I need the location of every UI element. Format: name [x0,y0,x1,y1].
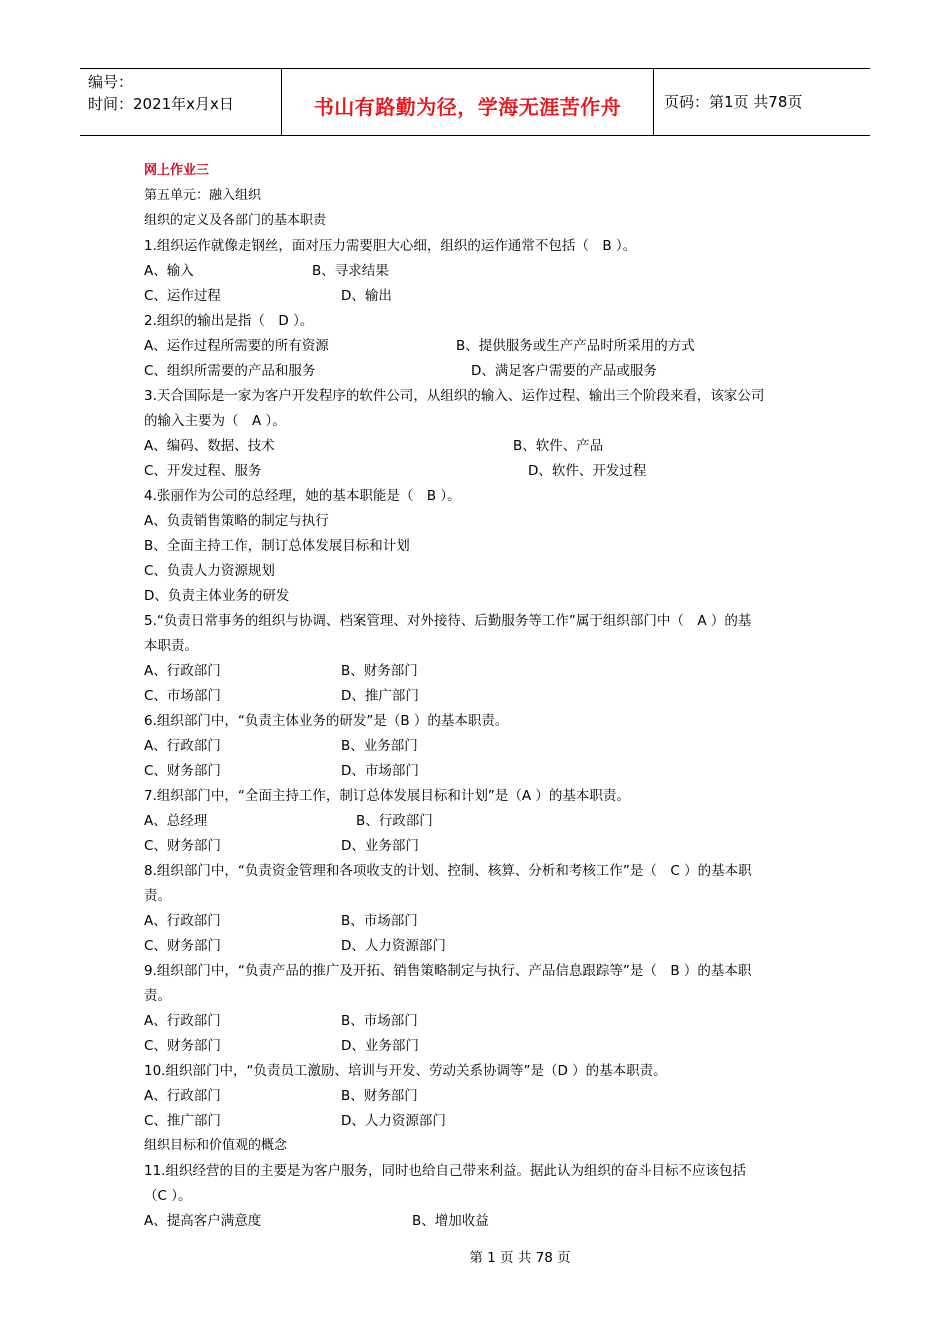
option-c: C、开发过程、服务 [144,463,262,479]
header-page-cell [654,69,870,135]
option-b: B、提供服务或生产产品时所采用的方式 [456,338,695,354]
option-row [144,1035,824,1060]
option-row [144,1110,824,1135]
option-d: D、负责主体业务的研发 [144,588,290,604]
question-text: 8.组织部门中，“负责资金管理和各项收支的计划、控制、核算、分析和考核工作”是（ C ）的基本职 [144,863,752,879]
option-row [144,735,824,760]
question-text: 责。 [144,988,171,1004]
option-b: B、软件、产品 [513,438,604,454]
option-d: D、市场部门 [341,763,419,779]
option-a: A、提高客户满意度 [144,1213,262,1229]
question-text: 责。 [144,888,171,904]
footer-page-number: 第 1 页 共 78 页 [469,1250,571,1266]
option-row [144,810,824,835]
motto-text: 书山有路勤为径，学海无涯苦作舟 [313,95,622,119]
option-d: D、人力资源部门 [341,938,446,954]
option-c: C、财务部门 [144,938,221,954]
question-text: 5.“负责日常事务的组织与协调、档案管理、对外接待、后勤服务等工作”属于组织部门中（ A ）的基 [144,613,752,629]
option-d: D、人力资源部门 [341,1113,446,1129]
section-heading: 组织目标和价值观的概念 [144,1138,288,1153]
option-b: B、财务部门 [341,663,418,679]
code-label: 编号： [88,73,134,91]
option-d: D、推广部门 [341,688,419,704]
unit-heading: 第五单元：融入组织 [144,188,262,203]
option-d: D、满足客户需要的产品或服务 [471,363,657,379]
option-d: D、软件、开发过程 [528,463,647,479]
section-heading: 组织的定义及各部门的基本职责 [144,213,327,228]
option-b: B、财务部门 [341,1088,418,1104]
option-d: D、输出 [341,288,392,304]
option-c: C、财务部门 [144,763,221,779]
question-text: 10.组织部门中，“负责员工激励、培训与开发、劳动关系协调等”是（D ）的基本职责。 [144,1063,667,1079]
option-row [144,285,824,310]
option-d: D、业务部门 [341,1038,419,1054]
question-text: 4.张丽作为公司的总经理，她的基本职能是（ B ）。 [144,488,461,504]
header-motto-cell [282,69,654,135]
option-a: A、负责销售策略的制定与执行 [144,513,329,529]
option-row [144,660,824,685]
option-a: A、行政部门 [144,913,221,929]
option-c: C、市场部门 [144,688,221,704]
option-c: C、负责人力资源规划 [144,563,275,579]
option-a: A、行政部门 [144,1088,221,1104]
option-b: B、增加收益 [412,1213,489,1229]
option-b: B、全面主持工作，制订总体发展目标和计划 [144,538,410,554]
option-row [144,460,824,485]
option-c: C、财务部门 [144,838,221,854]
option-row [144,910,824,935]
option-a: A、行政部门 [144,663,221,679]
option-c: C、推广部门 [144,1113,221,1129]
option-a: A、编码、数据、技术 [144,438,275,454]
option-c: C、组织所需要的产品和服务 [144,363,316,379]
option-a: A、运作过程所需要的所有资源 [144,338,329,354]
option-a: A、行政部门 [144,1013,221,1029]
option-a: A、行政部门 [144,738,221,754]
option-b: B、市场部门 [341,1013,418,1029]
option-row [144,360,824,385]
doc-title: 网上作业三 [144,163,210,178]
option-c: C、财务部门 [144,1038,221,1054]
question-text: 11.组织经营的目的主要是为客户服务，同时也给自己带来利益。据此认为组织的奋斗目标不应该包括 [144,1163,746,1179]
option-a: A、输入 [144,263,194,279]
option-row [144,835,824,860]
option-b: B、市场部门 [341,913,418,929]
question-text: 3.天合国际是一家为客户开发程序的软件公司，从组织的输入、运作过程、输出三个阶段来看，该家公司 [144,388,765,404]
option-d: D、业务部门 [341,838,419,854]
option-row [144,435,824,460]
option-row [144,1210,824,1235]
option-a: A、总经理 [144,813,208,829]
question-text: 6.组织部门中，“负责主体业务的研发”是（B ）的基本职责。 [144,713,509,729]
option-b: B、寻求结果 [312,263,389,279]
page-footer [0,1246,950,1266]
page-info: 页码：第1页 共78页 [664,93,803,111]
question-text: 7.组织部门中，“全面主持工作，制订总体发展目标和计划”是（A ）的基本职责。 [144,788,630,804]
question-text: 的输入主要为（ A ）。 [144,413,286,429]
option-b: B、行政部门 [356,813,433,829]
document-header [80,68,870,136]
option-row [144,760,824,785]
time-label: 时间：2021年x月x日 [88,95,234,113]
option-b: B、业务部门 [341,738,418,754]
header-left-cell [80,69,282,135]
question-text: 1.组织运作就像走钢丝，面对压力需要胆大心细，组织的运作通常不包括（ B ）。 [144,238,637,254]
question-text: （C ）。 [144,1188,192,1204]
question-text: 本职责。 [144,638,198,654]
option-row [144,1010,824,1035]
option-row [144,260,824,285]
document-body [144,160,824,1235]
option-row [144,335,824,360]
option-c: C、运作过程 [144,288,221,304]
option-row [144,935,824,960]
option-row [144,1085,824,1110]
question-text: 9.组织部门中，“负责产品的推广及开拓、销售策略制定与执行、产品信息跟踪等”是（ B ）的基本职 [144,963,752,979]
question-text: 2.组织的输出是指（ D ）。 [144,313,314,329]
option-row [144,685,824,710]
